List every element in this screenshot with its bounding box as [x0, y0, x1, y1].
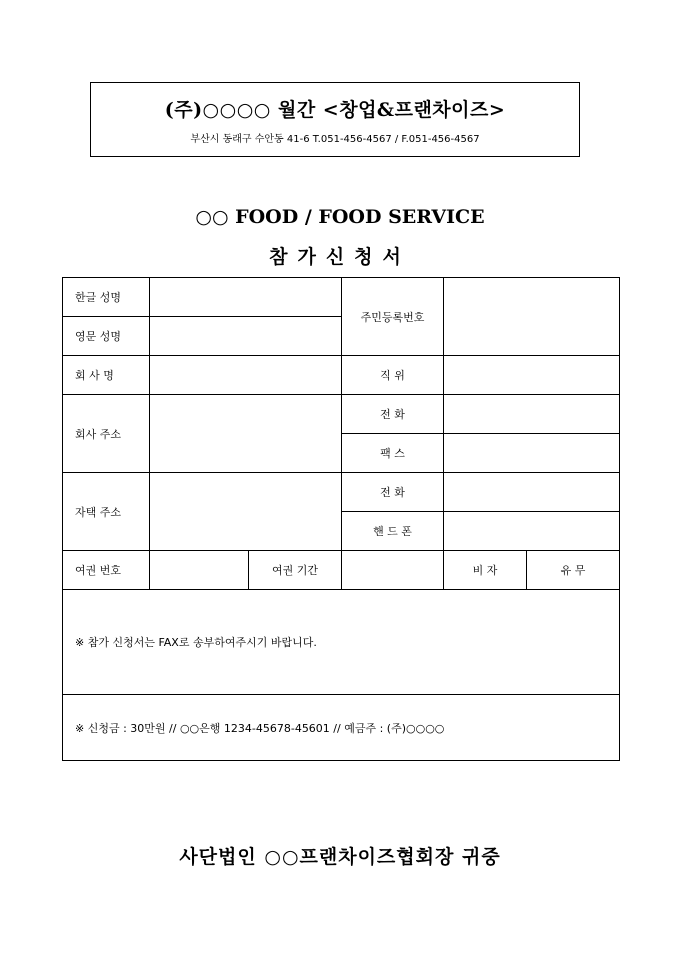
addressee-footer: 사단법인 ○○프랜차이즈협회장 귀중	[179, 846, 501, 868]
resident-no-label: 주민등록번호	[342, 278, 444, 356]
company-phone-field[interactable]	[444, 395, 620, 434]
payment-notice: ※ 신청금 : 30만원 // ○○은행 1234-45678-45601 // 예금주 : (주)○○○○	[63, 695, 620, 761]
fax-label: 팩 스	[342, 434, 444, 473]
home-phone-label: 전 화	[342, 473, 444, 512]
company-address-field[interactable]	[150, 395, 342, 473]
name-kr-label: 한글 성명	[63, 278, 150, 317]
publisher-title: (주)○○○○ 월간 <창업&프랜차이즈>	[164, 99, 506, 121]
position-label: 직 위	[342, 356, 444, 395]
passport-period-field[interactable]	[342, 551, 444, 590]
home-phone-field[interactable]	[444, 473, 620, 512]
name-en-field[interactable]	[150, 317, 342, 356]
company-field[interactable]	[150, 356, 342, 395]
company-phone-label: 전 화	[342, 395, 444, 434]
form-title-en: ○○ FOOD / FOOD SERVICE	[195, 206, 485, 228]
visa-label: 비 자	[444, 551, 527, 590]
company-label: 회 사 명	[63, 356, 150, 395]
mobile-label: 핸 드 폰	[342, 512, 444, 551]
publisher-address: 부산시 동래구 수안동 41-6 T.051-456-4567 / F.051-456-4567	[190, 134, 480, 145]
home-address-field[interactable]	[150, 473, 342, 551]
name-kr-field[interactable]	[150, 278, 342, 317]
passport-no-label: 여권 번호	[63, 551, 150, 590]
application-form-table	[62, 277, 620, 761]
passport-no-field[interactable]	[150, 551, 249, 590]
fax-field[interactable]	[444, 434, 620, 473]
name-en-label: 영문 성명	[63, 317, 150, 356]
fax-notice: ※ 참가 신청서는 FAX로 송부하여주시기 바랍니다.	[63, 590, 620, 695]
resident-no-field[interactable]	[444, 278, 620, 356]
passport-period-label: 여권 기간	[249, 551, 342, 590]
form-title-ko: 참가신청서	[269, 246, 411, 268]
home-address-label: 자택 주소	[63, 473, 150, 551]
company-address-label: 회사 주소	[63, 395, 150, 473]
position-field[interactable]	[444, 356, 620, 395]
mobile-field[interactable]	[444, 512, 620, 551]
visa-status[interactable]: 유 무	[527, 551, 620, 590]
header-box	[90, 82, 580, 157]
